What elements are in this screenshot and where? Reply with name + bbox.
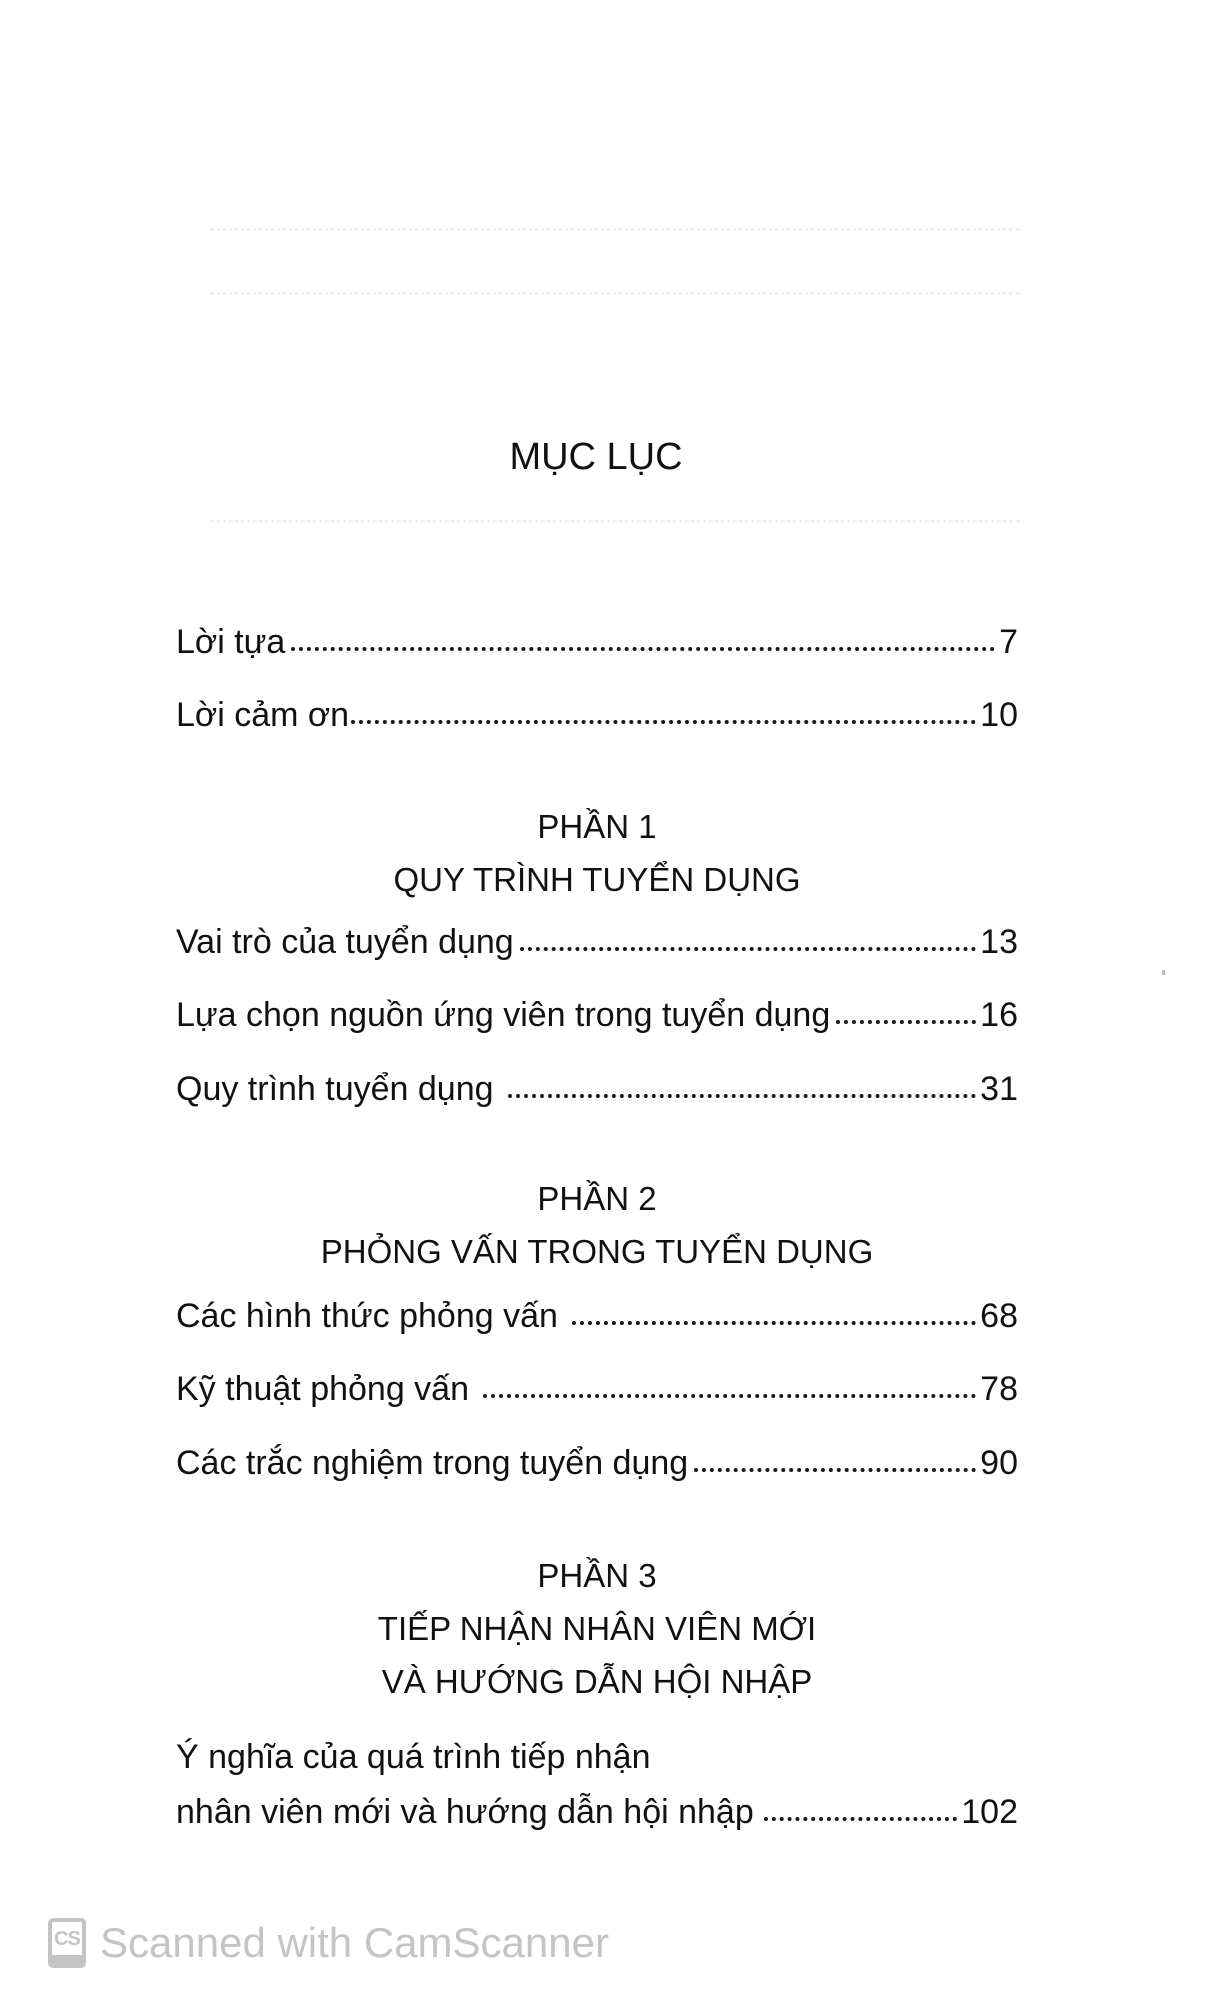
toc-entry-label-line-1: Ý nghĩa của quá trình tiếp nhận [176,1738,651,1776]
toc-entry-label: Các hình thức phỏng vấn [176,1297,558,1335]
toc-entry [176,1443,1018,1483]
bleed-through-mark [210,520,1020,525]
part-number: PHẦN 2 [537,1180,657,1217]
dot-leader [694,1462,976,1472]
toc-entry [176,1730,1018,1840]
watermark-text: Scanned with CamScanner [100,1919,609,1966]
toc-entry [176,695,1018,735]
scan-speck [1162,970,1165,975]
bleed-through-mark [210,228,1020,233]
toc-entry-label-line-2: nhân viên mới và hướng dẫn hội nhập [176,1793,754,1831]
part-title-line-1: TIẾP NHẬN NHÂN VIÊN MỚI [377,1610,817,1647]
toc-entry-label: Lời cảm ơn [176,696,350,734]
toc-entry-page: 31 [980,1070,1018,1108]
toc-entry [176,1296,1018,1336]
part-heading [176,1172,1018,1278]
toc-entry-label: Kỹ thuật phỏng vấn [176,1370,470,1408]
part-title-line-2: VÀ HƯỚNG DẪN HỘI NHẬP [381,1663,813,1700]
part-title: QUY TRÌNH TUYỂN DỤNG [393,861,801,898]
toc-entry [176,1069,1018,1109]
dot-leader [572,1315,976,1325]
toc-entry-page: 7 [999,623,1018,661]
toc-entry-page: 102 [961,1793,1018,1831]
toc-entry-page: 16 [980,996,1018,1034]
toc-title: MỤC LỤC [509,436,683,478]
toc-entry-label: Lời tựa [176,623,286,661]
toc-entry-label: Quy trình tuyển dụng [176,1070,494,1108]
camscanner-logo-icon: CS [48,1918,86,1968]
camscanner-watermark [48,1918,609,1968]
toc-entry-label: Vai trò của tuyển dụng [176,923,514,961]
dot-leader [520,941,976,951]
toc-entry [176,922,1018,962]
toc-entry [176,995,1018,1035]
part-heading [176,1549,1018,1708]
dot-leader [351,714,976,724]
toc-entry-page: 10 [980,696,1018,734]
part-number: PHẦN 3 [537,1557,657,1594]
dot-leader [483,1388,976,1398]
toc-entry [176,1369,1018,1409]
part-heading [176,800,1018,906]
toc-entry [176,622,1018,662]
toc-entry-page: 68 [980,1297,1018,1335]
toc-entry-page: 13 [980,923,1018,961]
toc-entry-page: 78 [980,1370,1018,1408]
dot-leader [836,1014,976,1024]
dot-leader [291,641,995,651]
bleed-through-mark [210,292,1020,297]
part-title: PHỎNG VẤN TRONG TUYỂN DỤNG [320,1233,874,1270]
part-number: PHẦN 1 [537,808,657,845]
dot-leader [508,1088,977,1098]
toc-entry-label: Các trắc nghiệm trong tuyển dụng [176,1444,689,1482]
dot-leader [764,1811,958,1821]
toc-entry-page: 90 [980,1444,1018,1482]
toc-entry-label: Lựa chọn nguồn ứng viên trong tuyển dụng [176,996,831,1034]
